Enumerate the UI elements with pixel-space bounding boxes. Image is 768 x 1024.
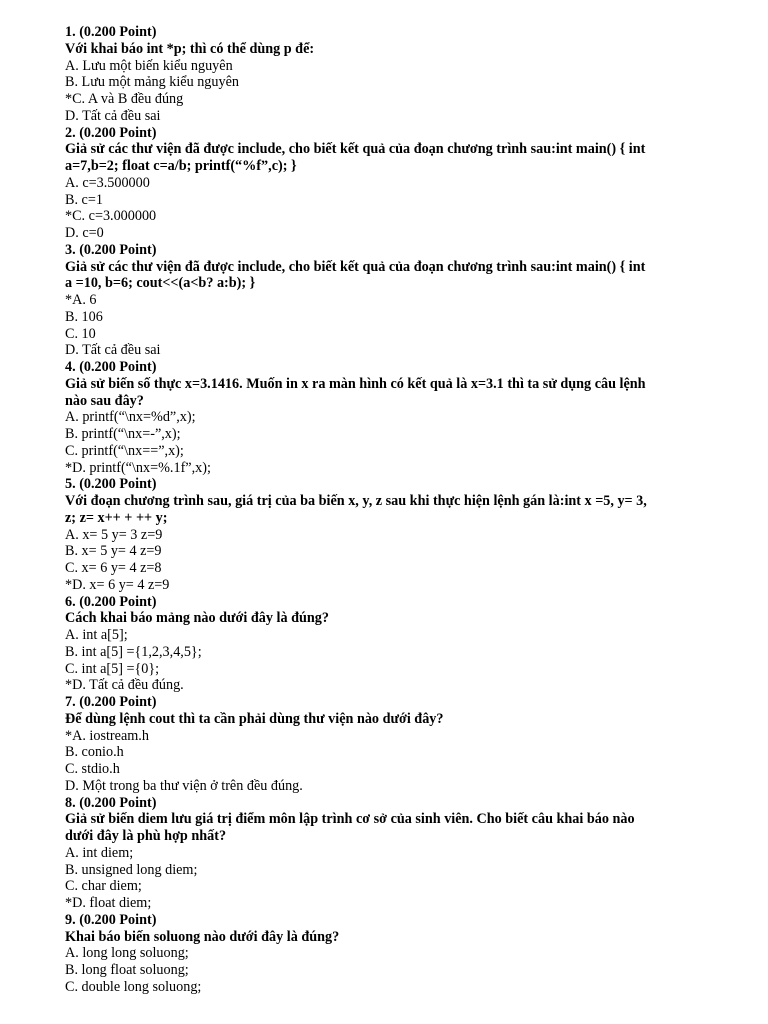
question-3 bbox=[65, 242, 715, 359]
answer-option-correct: *A. iostream.h bbox=[65, 727, 149, 744]
question-5 bbox=[65, 476, 715, 593]
question-text: dưới đây là phù hợp nhất? bbox=[65, 828, 227, 844]
question-text: Với đoạn chương trình sau, giá trị của ba biến x, y, z sau khi thực hiện lệnh gán là:int x =5, y= 3, bbox=[65, 493, 647, 509]
question-6 bbox=[65, 594, 715, 695]
question-header: 8. (0.200 Point) bbox=[65, 794, 157, 811]
answer-option: A. x= 5 y= 3 z=9 bbox=[65, 526, 163, 543]
answer-option-correct: *C. c=3.000000 bbox=[65, 208, 157, 225]
question-header: 7. (0.200 Point) bbox=[65, 694, 157, 710]
question-8 bbox=[65, 795, 715, 912]
question-9 bbox=[65, 912, 715, 996]
question-7 bbox=[65, 694, 715, 795]
question-1 bbox=[65, 24, 715, 125]
answer-option: B. Lưu một mảng kiểu nguyên bbox=[65, 74, 239, 91]
question-text: Giả sử biến số thực x=3.1416. Muốn in x ra màn hình có kết quả là x=3.1 thì ta sử dụng câu lệnh bbox=[65, 375, 646, 392]
question-2 bbox=[65, 125, 715, 242]
answer-option: D. Tất cả đều sai bbox=[65, 342, 161, 359]
question-4 bbox=[65, 359, 715, 476]
answer-option: B. x= 5 y= 4 z=9 bbox=[65, 543, 162, 560]
answer-option: A. printf(“\nx=%d”,x); bbox=[65, 409, 196, 426]
answer-option: A. c=3.500000 bbox=[65, 174, 150, 191]
answer-option: C. stdio.h bbox=[65, 761, 120, 777]
answer-option: B. 106 bbox=[65, 308, 103, 325]
answer-option: D. Tất cả đều sai bbox=[65, 107, 161, 124]
answer-option: C. 10 bbox=[65, 325, 96, 342]
answer-option-correct: *D. printf(“\nx=%.1f”,x); bbox=[65, 459, 211, 476]
question-text: z; z= x++ + ++ y; bbox=[65, 509, 168, 526]
question-header: 3. (0.200 Point) bbox=[65, 241, 157, 258]
question-header: 6. (0.200 Point) bbox=[65, 593, 157, 610]
question-text: Với khai báo int *p; thì có thể dùng p để: bbox=[65, 40, 315, 57]
answer-option: D. Một trong ba thư viện ở trên đều đúng. bbox=[65, 777, 303, 794]
answer-option: C. char diem; bbox=[65, 878, 142, 895]
answer-option: C. x= 6 y= 4 z=8 bbox=[65, 560, 162, 576]
question-text: Để dùng lệnh cout thì ta cần phải dùng thư viện nào dưới đây? bbox=[65, 710, 444, 727]
answer-option: B. printf(“\nx=-”,x); bbox=[65, 426, 181, 442]
answer-option: B. int a[5] ={1,2,3,4,5}; bbox=[65, 643, 202, 660]
answer-option-correct: *C. A và B đều đúng bbox=[65, 91, 184, 107]
answer-option: A. Lưu một biến kiểu nguyên bbox=[65, 57, 233, 74]
question-header: 5. (0.200 Point) bbox=[65, 476, 157, 493]
answer-option: B. c=1 bbox=[65, 191, 103, 208]
question-header: 9. (0.200 Point) bbox=[65, 911, 157, 928]
question-text: Cách khai báo mảng nào dưới đây là đúng? bbox=[65, 610, 329, 627]
answer-option-correct: *D. float diem; bbox=[65, 895, 152, 911]
question-text: Giả sử biến diem lưu giá trị điểm môn lập trình cơ sở của sinh viên. Cho biết câu khai báo nào bbox=[65, 811, 635, 828]
answer-option-correct: *A. 6 bbox=[65, 292, 97, 308]
question-text: nào sau đây? bbox=[65, 392, 144, 409]
question-text: Giả sử các thư viện đã được include, cho biết kết quả của đoạn chương trình sau:int main() { int bbox=[65, 258, 646, 275]
question-text: Giả sử các thư viện đã được include, cho biết kết quả của đoạn chương trình sau:int main() { int bbox=[65, 141, 646, 158]
answer-option: C. double long soluong; bbox=[65, 978, 202, 995]
answer-option: A. int a[5]; bbox=[65, 627, 128, 643]
answer-option: B. conio.h bbox=[65, 744, 124, 761]
question-text: Khai báo biến soluong nào dưới đây là đúng? bbox=[65, 928, 340, 945]
answer-option: C. printf(“\nx==”,x); bbox=[65, 442, 184, 459]
question-header: 4. (0.200 Point) bbox=[65, 359, 157, 375]
answer-option: D. c=0 bbox=[65, 225, 104, 241]
answer-option: A. int diem; bbox=[65, 844, 134, 861]
answer-option: B. long float soluong; bbox=[65, 962, 189, 978]
answer-option: C. int a[5] ={0}; bbox=[65, 660, 160, 677]
answer-option-correct: *D. Tất cả đều đúng. bbox=[65, 677, 184, 694]
question-text: a =10, b=6; cout<<(a<b? a:b); } bbox=[65, 275, 256, 292]
quiz-document bbox=[65, 24, 715, 996]
answer-option-correct: *D. x= 6 y= 4 z=9 bbox=[65, 576, 170, 593]
question-header: 1. (0.200 Point) bbox=[65, 24, 157, 40]
answer-option: B. unsigned long diem; bbox=[65, 861, 198, 878]
question-header: 2. (0.200 Point) bbox=[65, 124, 157, 141]
question-text: a=7,b=2; float c=a/b; printf(“%f”,c); } bbox=[65, 158, 297, 174]
answer-option: A. long long soluong; bbox=[65, 945, 189, 962]
